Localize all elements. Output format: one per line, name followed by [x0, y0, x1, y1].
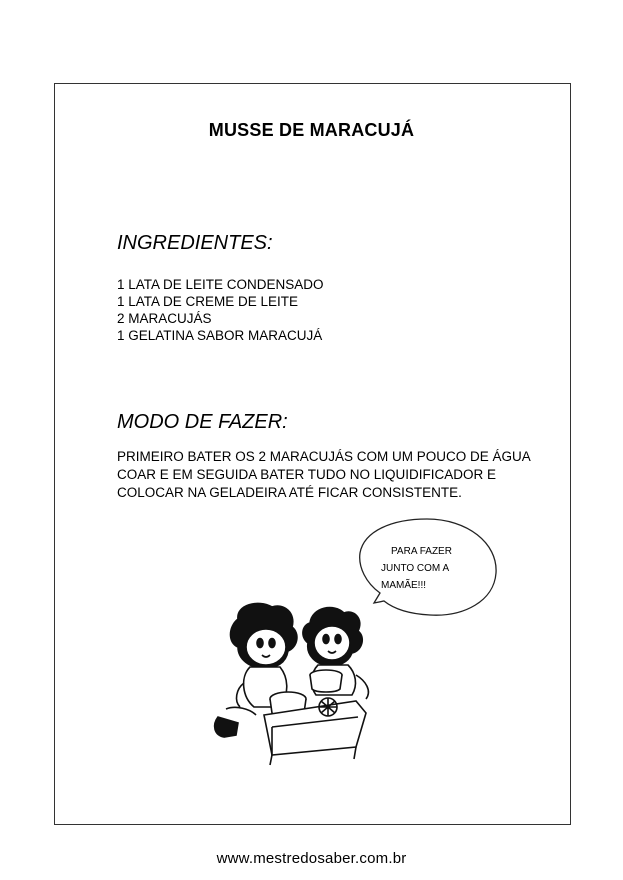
- children-cooking-illustration: [206, 597, 396, 767]
- method-line: COAR E EM SEGUIDA BATER TUDO NO LIQUIDIFICADOR E: [117, 467, 497, 482]
- ingredient-item: 1 GELATINA SABOR MARACUJÁ: [117, 328, 323, 343]
- ingredient-item: 1 LATA DE CREME DE LEITE: [117, 294, 299, 309]
- method-line: PRIMEIRO BATER OS 2 MARACUJÁS COM UM POUCO DE ÁGUA: [117, 449, 531, 464]
- ingredients-heading: INGREDIENTES:: [117, 232, 273, 254]
- footer-website: www.mestredosaber.com.br: [216, 850, 407, 867]
- bubble-line: JUNTO COM A: [381, 563, 450, 574]
- recipe-title: MUSSE DE MARACUJÁ: [208, 120, 415, 140]
- ingredient-item: 1 LATA DE LEITE CONDENSADO: [117, 277, 324, 292]
- method-line: COLOCAR NA GELADEIRA ATÉ FICAR CONSISTENTE.: [117, 485, 462, 500]
- speech-bubble-text: [381, 543, 452, 594]
- method-heading: MODO DE FAZER:: [117, 411, 288, 433]
- method-text: [117, 448, 557, 502]
- bubble-line: MAMÃE!!!: [381, 580, 427, 591]
- bubble-line: PARA FAZER: [391, 546, 452, 557]
- ingredients-list: [117, 276, 324, 344]
- ingredient-item: 2 MARACUJÁS: [117, 311, 212, 326]
